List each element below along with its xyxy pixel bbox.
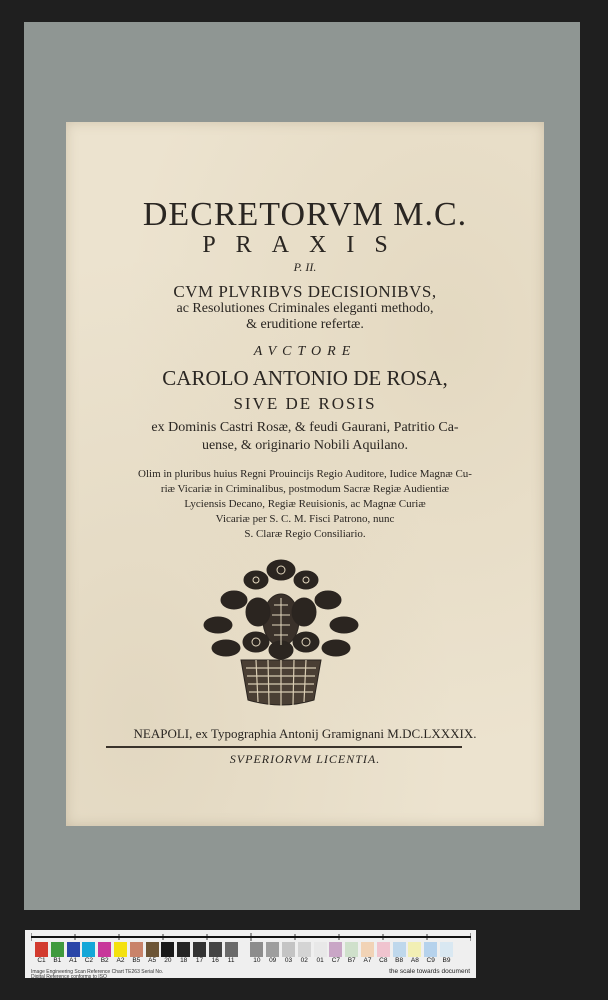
author-alias: SIVE DE ROSIS xyxy=(233,394,377,413)
swatch-label-b5: B5 xyxy=(132,957,141,964)
swatch-b5 xyxy=(130,942,143,957)
credentials-line-16: S. Claræ Regio Consiliario. xyxy=(244,528,366,540)
credentials-line-12: Olim in pluribus huius Regni Prouincijs Regio Auditore, Iudice Magnæ Cu- xyxy=(138,468,472,480)
swatch-b8 xyxy=(393,942,406,957)
author-line-11: uense, & originario Nobili Aquilano. xyxy=(201,438,409,453)
swatch-label-a1: A1 xyxy=(69,957,78,964)
swatch-c1 xyxy=(35,942,48,957)
swatch-label-b7: B7 xyxy=(347,957,356,964)
credentials-line-14: Lyciensis Decano, Regiæ Reuisionis, ac Magnæ Curiæ xyxy=(184,498,426,510)
swatch-c7 xyxy=(329,942,342,957)
swatch-a5 xyxy=(146,942,159,957)
license-line: SVPERIORVM LICENTIA. xyxy=(229,752,381,766)
swatch-01 xyxy=(314,942,327,957)
title-line-6: & eruditione refertæ. xyxy=(246,317,364,332)
swatch-label-c7: C7 xyxy=(331,957,341,964)
scale-note: the scale towards document xyxy=(389,968,470,975)
swatch-09 xyxy=(266,942,279,957)
auctore-label: AVCTORE xyxy=(253,344,357,359)
swatch-b2 xyxy=(98,942,111,957)
swatch-label-b8: B8 xyxy=(395,957,404,964)
swatch-a1 xyxy=(67,942,80,957)
swatch-label-09: 09 xyxy=(269,957,277,964)
swatch-label-b1: B1 xyxy=(53,957,62,964)
swatch-label-a8: A8 xyxy=(410,957,419,964)
title-page xyxy=(66,122,544,826)
color-swatches xyxy=(35,942,465,957)
swatch-a2 xyxy=(114,942,127,957)
author-name: CAROLO ANTONIO DE ROSA, xyxy=(162,366,448,390)
swatch-b1 xyxy=(51,942,64,957)
swatch-20 xyxy=(161,942,174,957)
swatch-label-c9: C9 xyxy=(426,957,435,964)
credentials-line-13: riæ Vicariæ in Criminalibus, postmodum Sacræ Regiæ Audientiæ xyxy=(160,483,450,495)
swatch-label-c1: C1 xyxy=(37,957,46,964)
color-reference-target xyxy=(25,930,476,978)
swatch-label-11: 11 xyxy=(227,957,235,964)
swatch-labels xyxy=(25,957,476,967)
swatch-a7 xyxy=(361,942,374,957)
swatch-c9 xyxy=(424,942,437,957)
ruler-ticks xyxy=(31,932,471,942)
author-line-10: ex Dominis Castri Rosæ, & feudi Gaurani, Patritio Ca- xyxy=(151,420,459,435)
swatch-02 xyxy=(298,942,311,957)
swatch-label-b9: B9 xyxy=(442,957,451,964)
swatch-label-a5: A5 xyxy=(148,957,157,964)
swatch-16 xyxy=(209,942,222,957)
swatch-b9 xyxy=(440,942,453,957)
swatch-label-c8: C8 xyxy=(379,957,388,964)
swatch-label-10: 10 xyxy=(253,957,261,964)
target-small-print-2: Digital Reference conforms to ISO xyxy=(31,974,107,980)
swatch-17 xyxy=(193,942,206,957)
swatch-b7 xyxy=(345,942,358,957)
swatch-03 xyxy=(282,942,295,957)
swatch-label-a7: A7 xyxy=(363,957,372,964)
swatch-c8 xyxy=(377,942,390,957)
title-line-4: CVM PLVRIBVS DECISIONIBVS, xyxy=(173,282,437,301)
flower-basket-ornament xyxy=(196,550,366,710)
imprint-rule xyxy=(106,746,462,748)
main-title: DECRETORVM M.C. xyxy=(142,196,468,233)
swatch-a8 xyxy=(408,942,421,957)
imprint: NEAPOLI, ex Typographia Antonij Gramignani M.DC.LXXXIX. xyxy=(133,726,477,741)
swatch-label-01: 01 xyxy=(316,957,324,964)
target-small-print: Image Engineering Scan Reference Chart TE263 Serial No. xyxy=(31,969,164,975)
swatch-label-18: 18 xyxy=(180,957,188,964)
swatch-label-a2: A2 xyxy=(116,957,125,964)
swatch-label-20: 20 xyxy=(164,957,172,964)
swatch-c2 xyxy=(82,942,95,957)
measurement-ruler xyxy=(31,932,471,942)
swatch-11 xyxy=(225,942,238,957)
title-line-5: ac Resolutiones Criminales eleganti methodo, xyxy=(176,301,434,316)
swatch-label-b2: B2 xyxy=(100,957,109,964)
swatch-18 xyxy=(177,942,190,957)
swatch-label-c2: C2 xyxy=(84,957,94,964)
part-number: P. II. xyxy=(293,260,317,274)
swatch-label-02: 02 xyxy=(300,957,308,964)
credentials-line-15: Vicariæ per S. C. M. Fisci Patrono, nunc xyxy=(215,513,395,525)
swatch-10 xyxy=(250,942,263,957)
swatch-label-16: 16 xyxy=(211,957,219,964)
subtitle-praxis: PRAXIS xyxy=(202,232,408,258)
swatch-label-17: 17 xyxy=(195,957,204,964)
swatch-label-03: 03 xyxy=(284,957,293,964)
